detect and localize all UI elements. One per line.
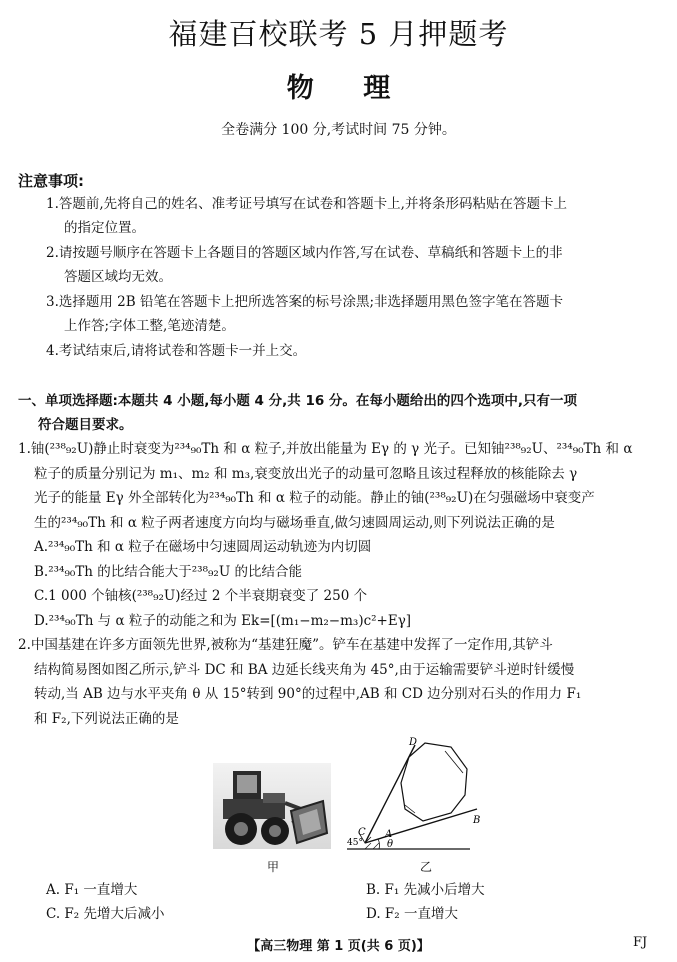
q2-text: 结构简易图如图乙所示,铲斗 DC 和 BA 边延长线夹角为 45°,由于运输需要铲斗逆时针缓慢 — [34, 662, 575, 678]
q2-option-a: A. F₁ 一直增大 — [46, 882, 138, 898]
q1-text: 粒子的质量分别记为 m₁、m₂ 和 m₃,衰变放出光子的动量可忽略且该过程释放的核能除去 γ — [34, 466, 578, 482]
figure-caption-jia: 甲 — [267, 860, 280, 874]
label-45: 45° — [347, 838, 363, 848]
subject-title: 物 理 — [286, 73, 391, 104]
bucket-diagram — [345, 733, 485, 851]
label-c: C — [358, 827, 366, 838]
loader-photo — [213, 763, 331, 849]
note-line: 1.答题前,先将自己的姓名、准考证号填写在试卷和答题卡上,并将条形码粘贴在答题卡上 — [46, 196, 567, 212]
note-line: 2.请按题号顺序在答题卡上各题目的答题区域内作答,写在试卷、草稿纸和答题卡上的非 — [46, 245, 563, 261]
q2-text: 2.中国基建在许多方面领先世界,被称为“基建狂魔”。铲车在基建中发挥了一定作用,其铲斗 — [18, 637, 553, 653]
q1-text: 生的²³⁴₉₀Th 和 α 粒子两者速度方向均与磁场垂直,做匀速圆周运动,则下列说法正确的是 — [34, 515, 555, 531]
note-line: 的指定位置。 — [64, 220, 145, 236]
q1-option-d: D.²³⁴₉₀Th 与 α 粒子的动能之和为 Ek=[(m₁−m₂−m₃)c²+Eγ] — [34, 613, 412, 629]
note-line: 4.考试结束后,请将试卷和答题卡一并上交。 — [46, 343, 307, 359]
q2-option-d: D. F₂ 一直增大 — [366, 906, 458, 922]
section-heading: 一、单项选择题:本题共 4 小题,每小题 4 分,共 16 分。在每小题给出的四个选项中,只有一项 — [18, 393, 578, 409]
note-line: 答题区域均无效。 — [64, 269, 172, 285]
q2-option-c: C. F₂ 先增大后减小 — [46, 906, 165, 922]
exam-title: 福建百校联考 5 月押题考 — [168, 17, 509, 51]
figure-caption-yi: 乙 — [420, 860, 433, 874]
section-heading-cont: 符合题目要求。 — [38, 417, 133, 433]
q1-option-a: A.²³⁴₉₀Th 和 α 粒子在磁场中匀速圆周运动轨迹为内切圆 — [34, 539, 372, 555]
page-footer: 【高三物理 第 1 页(共 6 页)】 — [247, 939, 430, 954]
q2-option-b: B. F₁ 先减小后增大 — [366, 882, 485, 898]
q1-text: 1.铀(²³⁸₉₂U)静止时衰变为²³⁴₉₀Th 和 α 粒子,并放出能量为 Eγ 的 γ 光子。已知铀²³⁸₉₂U、²³⁴₉₀Th 和 α — [18, 441, 633, 457]
notes-title: 注意事项: — [18, 172, 84, 190]
q1-option-b: B.²³⁴₉₀Th 的比结合能大于²³⁸₉₂U 的比结合能 — [34, 564, 302, 580]
score-line: 全卷满分 100 分,考试时间 75 分钟。 — [221, 122, 456, 138]
label-theta: θ — [387, 839, 394, 850]
label-b: B — [473, 815, 481, 826]
q1-option-c: C.1 000 个铀核(²³⁸₉₂U)经过 2 个半衰期衰变了 250 个 — [34, 588, 368, 604]
note-line: 上作答;字体工整,笔迹清楚。 — [64, 318, 235, 334]
q2-text: 转动,当 AB 边与水平夹角 θ 从 15°转到 90°的过程中,AB 和 CD 边分别对石头的作用力 F₁ — [34, 686, 582, 702]
note-line: 3.选择题用 2B 铅笔在答题卡上把所选答案的标号涂黑;非选择题用黑色签字笔在答题卡 — [46, 294, 564, 310]
q1-text: 光子的能量 Eγ 外全部转化为²³⁴₉₀Th 和 α 粒子的动能。静止的铀(²³⁸₉₂U)在匀强磁场中衰变产 — [34, 490, 595, 506]
label-a: A — [385, 829, 393, 840]
label-d: D — [409, 737, 418, 748]
region-code: FJ — [633, 935, 648, 950]
q2-text: 和 F₂,下列说法正确的是 — [34, 711, 179, 727]
loader-icon — [213, 763, 331, 849]
